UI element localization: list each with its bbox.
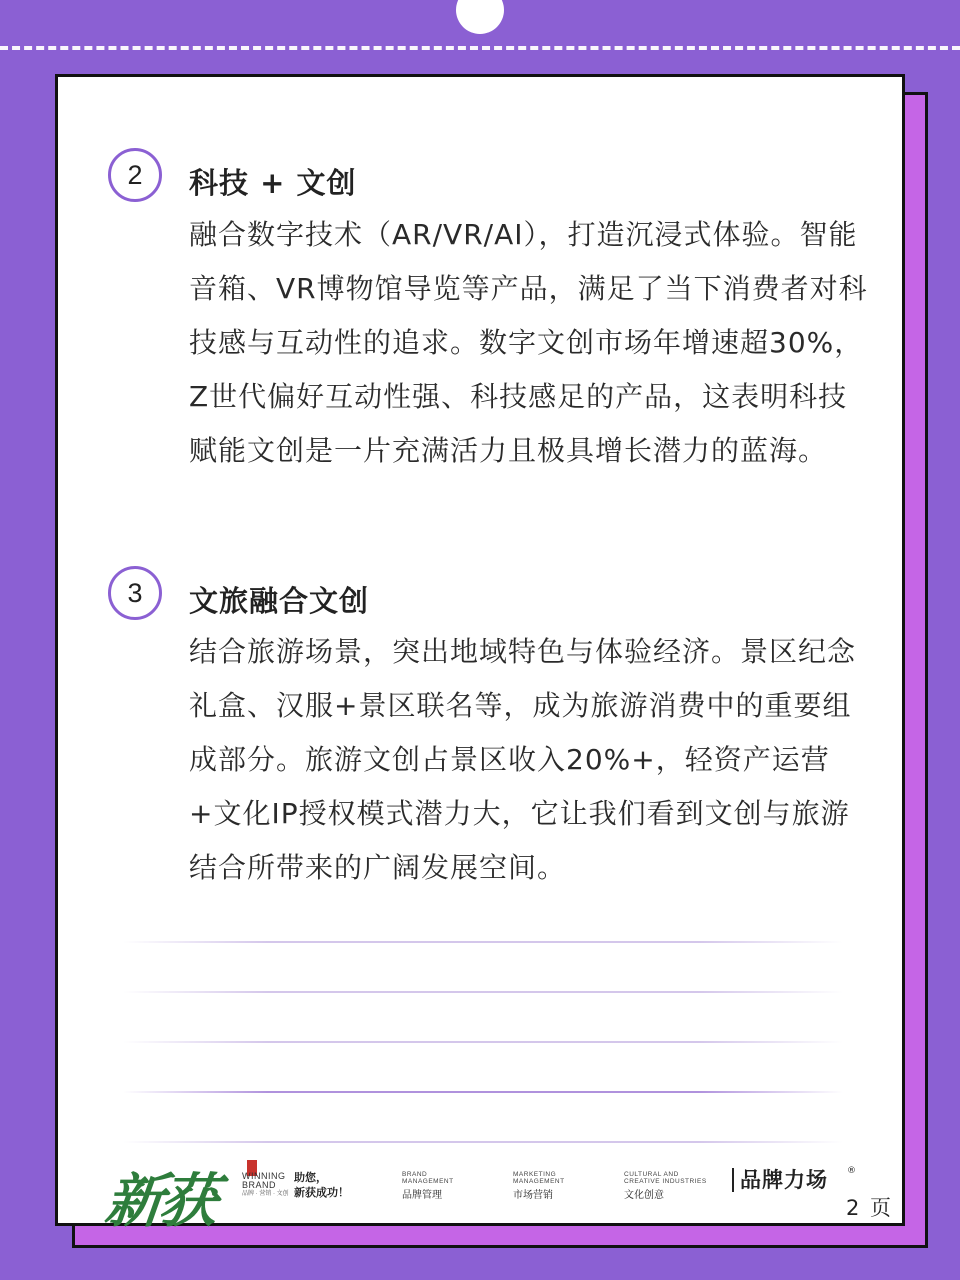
brand-en-sub: 品牌 · 营销 · 文创 — [242, 1191, 289, 1197]
punch-hole — [456, 0, 504, 34]
brand-en-line2: BRAND — [242, 1180, 277, 1190]
brand-logo: 新获 — [101, 1167, 218, 1235]
section-title: 文旅融合文创 — [189, 584, 370, 618]
content-card — [55, 74, 905, 1235]
ruled-line — [123, 1091, 843, 1093]
section-number-badge: 3 — [108, 566, 162, 620]
brand-english-name — [242, 1172, 289, 1199]
tag-cn: 市场营销 — [513, 1190, 553, 1201]
slogan — [294, 1170, 349, 1200]
tag-cultural-creative — [624, 1171, 707, 1201]
section-body: 结合旅游场景，突出地域特色与体验经济。景区纪念礼盒、汉服+景区联名等，成为旅游消费中的重要组成部分。旅游文创占景区收入20%+，轻资产运营+文化IP授权模式潜力大，它让我们看到文创与旅游结合所带来的广阔发展空间。 — [189, 635, 857, 884]
section-number-badge: 2 — [108, 148, 162, 202]
tag-marketing-management — [513, 1171, 565, 1201]
tag-en-line2: MANAGEMENT — [402, 1178, 454, 1185]
dashed-divider — [0, 46, 960, 50]
section-body: 融合数字技术（AR/VR/AI），打造沉浸式体验。智能音箱、VR博物馆导览等产品，满足了当下消费者对科技感与互动性的追求。数字文创市场年增速超30%，Z世代偏好互动性强、科技感足的产品，这表明科技赋能文创是一片充满活力且极具增长潜力的蓝海。 — [189, 218, 868, 467]
brand-en-line1: WINNING — [242, 1171, 286, 1181]
page-number: 2 页 — [846, 1196, 894, 1220]
slogan-line2: 新获成功！ — [294, 1186, 349, 1199]
section-title: 科技 + 文创 — [189, 166, 357, 200]
tag-cn: 品牌管理 — [402, 1190, 442, 1201]
tag-en-line2: CREATIVE INDUSTRIES — [624, 1178, 707, 1185]
ruled-line — [123, 1041, 843, 1043]
ruled-line — [123, 1141, 843, 1143]
tag-cn: 文化创意 — [624, 1190, 664, 1201]
slogan-line1: 助您， — [294, 1171, 327, 1184]
ruled-line — [123, 941, 843, 943]
tag-en-line1: BRAND — [402, 1171, 428, 1178]
registered-mark: ® — [847, 1166, 856, 1176]
tag-en-line2: MANAGEMENT — [513, 1178, 565, 1185]
brand-chinese-name: 品牌力场 — [732, 1168, 828, 1192]
tag-brand-management — [402, 1171, 454, 1201]
tag-en-line1: MARKETING — [513, 1171, 557, 1178]
tag-en-line1: CULTURAL AND — [624, 1171, 679, 1178]
ruled-line — [123, 991, 843, 993]
footer-brand-bar — [58, 1152, 902, 1235]
